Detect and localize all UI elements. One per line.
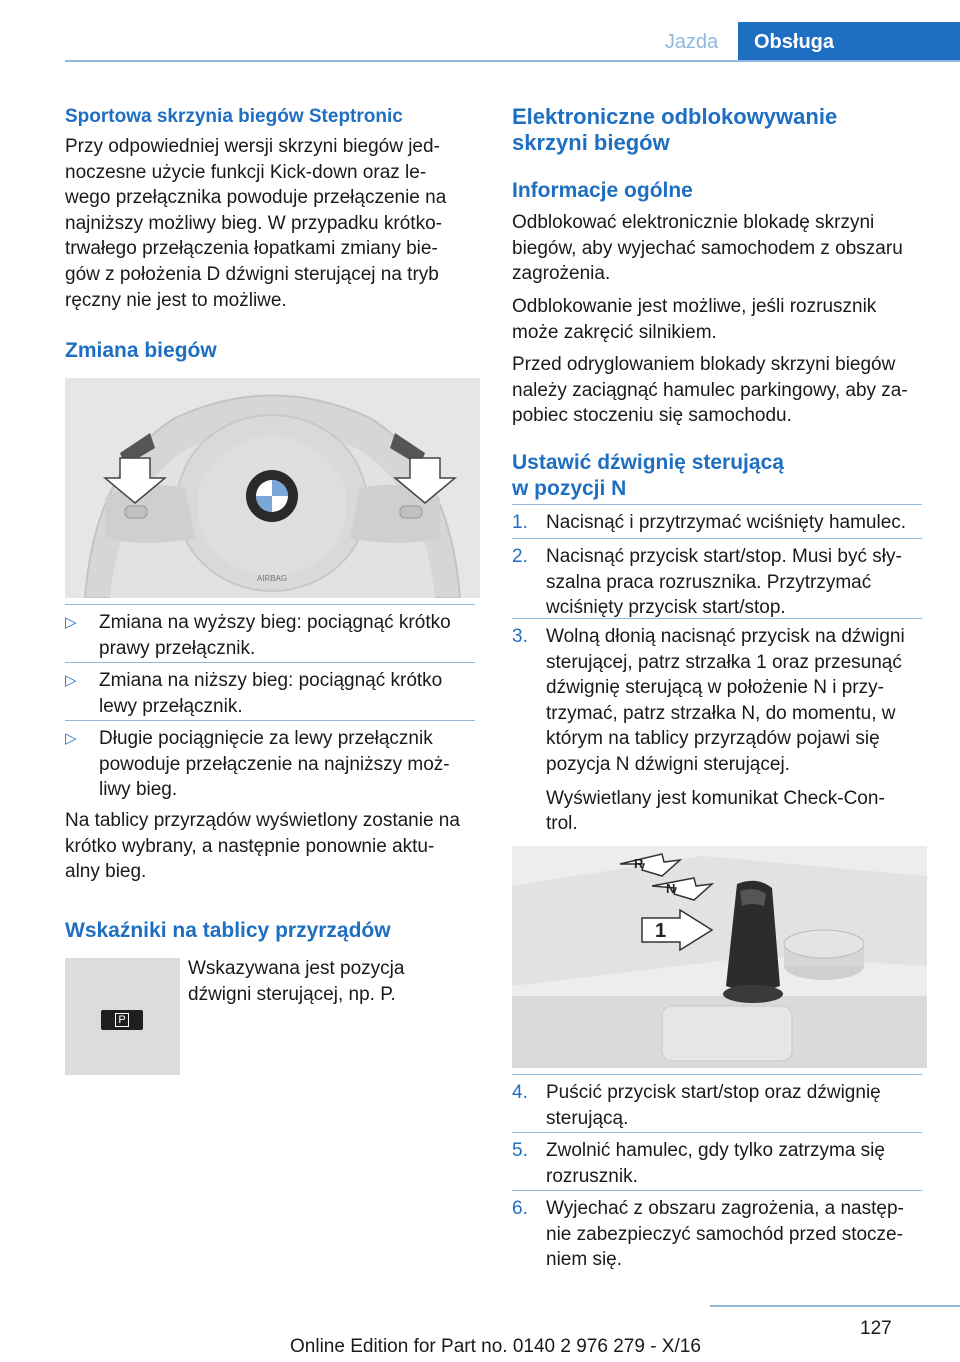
gear-n-label: N	[666, 881, 676, 896]
gear-indicator-letter: P	[115, 1013, 129, 1027]
triangle-bullet-icon: ▷	[65, 730, 77, 747]
list-divider	[512, 1132, 922, 1133]
list-divider	[512, 538, 922, 539]
gear-change-heading: Zmiana biegów	[65, 339, 217, 362]
check-control-note: Wyświetlany jest komunikat Check-Con- trol.	[546, 787, 885, 835]
gear-selector-figure	[512, 846, 927, 1068]
step-item: 1. Nacisnąć i przytrzymać wciśnięty hamulec.	[512, 510, 927, 538]
steering-wheel-illustration	[65, 378, 480, 598]
airbag-label: AIRBAG	[256, 574, 288, 583]
general-paragraph-3: Przed odryglowaniem blokady skrzyni biegów należy zaciągnąć hamulec parkingowy, aby za- pobiec stoczeniu się samochodu.	[512, 354, 908, 427]
steptronic-heading: Sportowa skrzynia biegów Steptronic	[65, 106, 403, 127]
arrow-1-label: 1	[655, 920, 667, 942]
list-divider	[512, 1074, 922, 1075]
header-rule	[65, 60, 960, 62]
gear-indicator-icon	[101, 1010, 143, 1030]
step-number: 4.	[512, 1082, 528, 1103]
bullet-item: ▷ Zmiana na wyższy bieg: pociągnąć krótko prawy przełącznik.	[65, 612, 451, 659]
steering-wheel-figure	[65, 378, 480, 598]
general-paragraph-1: Odblokować elektronicznie blokadę skrzyni biegów, aby wyjechać samochodem z obszaru zagrożenia.	[512, 212, 903, 285]
step-number: 2.	[512, 546, 528, 567]
list-divider	[512, 504, 922, 505]
header-tab-obsluga[interactable]: Obsługa	[738, 22, 960, 62]
list-divider	[512, 1190, 922, 1191]
triangle-bullet-icon: ▷	[65, 614, 77, 631]
list-divider	[65, 720, 475, 721]
step-number: 6.	[512, 1198, 528, 1219]
step-item: 6. Wyjechać z obszaru zagrożenia, a następ- nie zabezpieczyć samochód przed stocze- niem się.	[512, 1198, 904, 1271]
step-number: 3.	[512, 626, 528, 647]
bullet-item: ▷ Długie pociągnięcie za lewy przełącznik powoduje przełączenie na najniższy moż- liwy bieg.	[65, 728, 450, 801]
list-divider	[512, 618, 922, 619]
brand-emblem-icon	[246, 470, 298, 522]
unlock-heading: Elektroniczne odblokowywanie skrzyni biegów	[512, 104, 838, 155]
footer-rule	[710, 1305, 960, 1307]
indicator-paragraph: Wskazywana jest pozycja dźwigni sterującej, np. P.	[188, 958, 405, 1005]
list-divider	[65, 662, 475, 663]
page-number: 127	[860, 1318, 892, 1339]
gear-r-label: R	[634, 856, 644, 871]
step-item: 5. Zwolnić hamulec, gdy tylko zatrzyma się rozrusznik.	[512, 1140, 885, 1187]
set-lever-heading: Ustawić dźwignię sterującą w pozycji N	[512, 451, 784, 500]
step-number: 1.	[512, 512, 528, 533]
general-info-heading: Informacje ogólne	[512, 179, 693, 202]
steptronic-paragraph: Przy odpowiedniej wersji skrzyni biegów jed- noczesne użycie funkcji Kick-down oraz le- wego przełącznika powoduje przełączenie na najniższy możliwy bieg. W przypadku krótko- trwałego przełączenia łopatkami zmiany bie- gów z położenia D dźwigni sterującej na tryb ręczny nie jest to możliwe.	[65, 136, 447, 311]
display-paragraph: Na tablicy przyrządów wyświetlony zostanie na krótko wybrany, a następnie ponownie aktu- alny bieg.	[65, 810, 460, 883]
indicators-heading: Wskaźniki na tablicy przyrządów	[65, 919, 391, 942]
step-item: 4. Puścić przycisk start/stop oraz dźwignię sterującą.	[512, 1082, 881, 1129]
header-tab-jazda[interactable]: Jazda	[664, 31, 719, 53]
step-item: 3. Wolną dłonią nacisnąć przycisk na dźwigni sterującej, patrz strzałka 1 oraz przesunąć dźwignię sterującą w położenie N i przy- trzymać, patrz strzałka N, do momentu, w którym na tablicy przyrządów pojawi się pozycja N dźwigni sterującej. Wyświetlany jest komunikat Check-Con- trol.	[512, 624, 927, 844]
general-paragraph-2: Odblokowanie jest możliwe, jeśli rozrusznik może zakręcić silnikiem.	[512, 296, 877, 343]
edition-note: Online Edition for Part no. 0140 2 976 279 - X/16	[290, 1336, 701, 1357]
triangle-bullet-icon: ▷	[65, 672, 77, 689]
bullet-item: ▷ Zmiana na niższy bieg: pociągnąć krótko lewy przełącznik.	[65, 670, 443, 717]
indicator-figure	[65, 958, 180, 1075]
step-number: 5.	[512, 1140, 528, 1161]
step-item: 2. Nacisnąć przycisk start/stop. Musi być sły- szalna praca rozrusznika. Przytrzymać wciśnięty przycisk start/stop.	[512, 546, 902, 619]
list-divider	[65, 604, 475, 605]
gear-selector-illustration	[512, 846, 927, 1068]
